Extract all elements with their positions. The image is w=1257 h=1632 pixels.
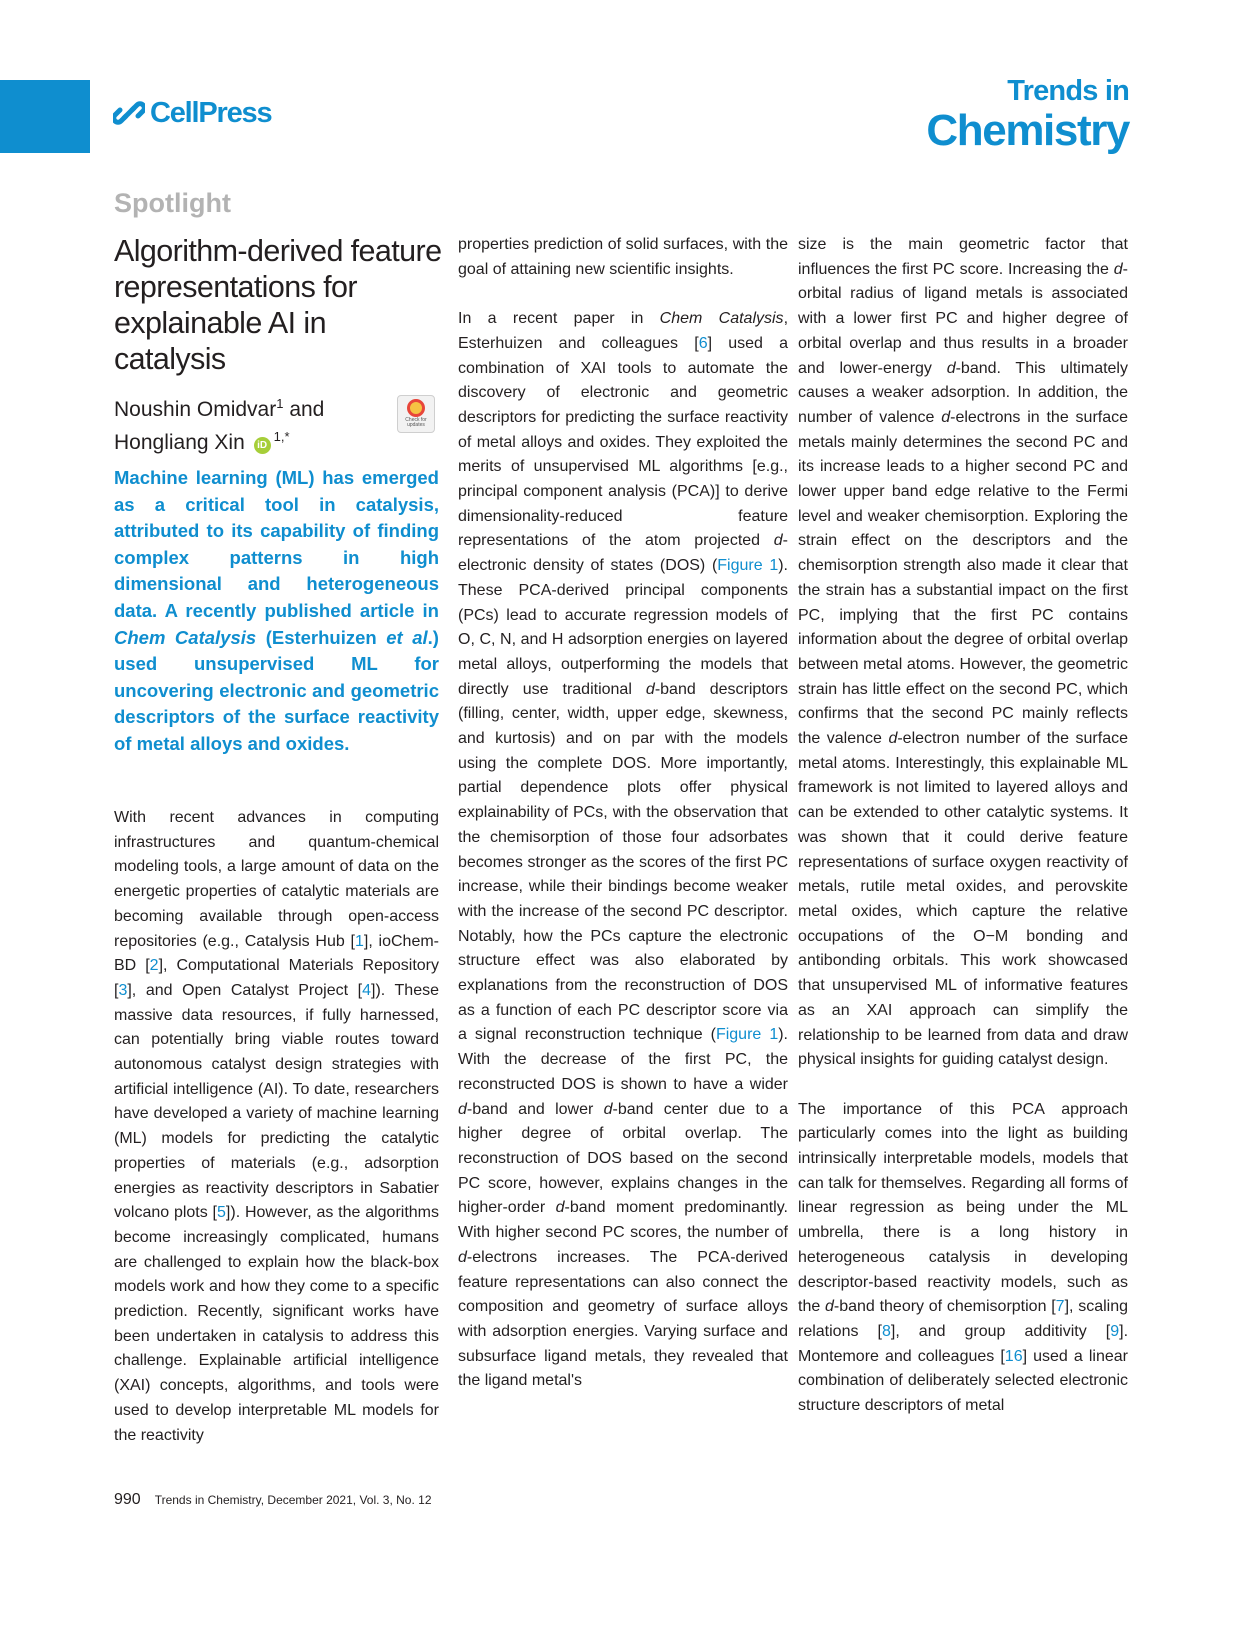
reference-link[interactable]: 4 — [362, 981, 371, 999]
reference-link[interactable]: 3 — [118, 981, 128, 999]
cellpress-logo[interactable] — [113, 95, 271, 131]
body-paragraph: In a recent paper in Chem Catalysis, Esterhuizen and colleagues [6] used a combination of XAI tools to automate the discovery of electronic and geometric descriptors for predicting the surface reactivity of metal alloys and oxides. They exploited the merits of unsupervised ML algorithms [e.g., principal component analysis (PCA)] to derive dimensionality-reduced feature representations of the atom projected d-electronic density of states (DOS) (Figure 1). These PCA-derived principal components (PCs) lead to accurate regression models of O, C, N, and H adsorption energies on layered metal alloys, outperforming the models that directly use traditional d-band descriptors (filling, center, width, upper edge, skewness, and kurtosis) and on par with the models using the complete DOS. More importantly, partial dependence plots offer physical explainability of PCs, with the observation that the chemisorption of those four adsorbates becomes stronger as the scores of the first PC increase, while their bindings become weaker with the increase of the second PC descriptor. Notably, how the PCs capture the electronic structure effect was also elaborated by explanations from the reconstruction of DOS as a function of each PC descriptor score via a signal reconstruction technique (Figure 1). With the decrease of the first PC, the reconstructed DOS is shown to have a wider d-band and lower d-band center due to a higher degree of orbital overlap. The reconstruction of DOS based on the second PC score, however, explains changes in the higher-order d-band moment predominantly. With higher second PC scores, the number of d-electrons increases. The PCA-derived feature representations can also connect the composition and geometry of surface alloys with adsorption energies. Varying surface and subsurface ligand metals, they revealed that the ligand metal's — [458, 310, 789, 1390]
author-name: Hongliang Xin — [114, 431, 245, 454]
check-updates-label: Check for updates — [405, 417, 427, 428]
page-number: 990 — [114, 1491, 141, 1508]
journal-name: Chem Catalysis — [114, 626, 257, 648]
journal-title — [926, 74, 1129, 154]
bookmark-icon — [407, 399, 425, 417]
body-paragraph: properties prediction of solid surfaces, with the goal of attaining new scientific insights. — [458, 236, 788, 278]
journal-title-line1: Trends in — [1007, 75, 1129, 107]
reference-link[interactable]: 8 — [881, 1322, 891, 1340]
et-al: et al — [386, 626, 428, 648]
reference-link[interactable]: 16 — [1004, 1347, 1023, 1365]
article-title: Algorithm-derived feature representations for explainable AI in catalysis — [114, 234, 442, 376]
section-label: Spotlight — [114, 188, 231, 218]
cellpress-link-icon — [113, 97, 145, 129]
author-name: Noushin Omidvar — [114, 398, 277, 421]
body-column-3 — [798, 233, 1128, 1419]
body-column-2 — [458, 233, 788, 1394]
header-color-tab — [0, 80, 90, 153]
orcid-icon[interactable]: iD — [254, 437, 271, 454]
author-list — [114, 390, 444, 456]
reference-link[interactable]: 5 — [217, 1204, 226, 1222]
affiliation-mark: 1,* — [273, 429, 290, 444]
journal-title-line2: Chemistry — [926, 106, 1129, 155]
figure-link[interactable]: Figure 1 — [715, 1026, 779, 1044]
body-paragraph: size is the main geometric factor that influences the first PC score. Increasing the d-orbital radius of ligand metals is associated with a lower first PC and higher degree of orbital overlap and thus results in a broader and lower-energy d-band. This ultimately causes a weaker adsorption. In addition, the number of valence d-electrons in the surface metals mainly determines the second PC and its increase leads to a higher second PC and lower upper band edge relative to the Fermi level and weaker chemisorption. Exploring the strain effect on the descriptors and the chemisorption strength also made it clear that the strain has a substantial impact on the first PC, implying that the first PC contains information about the degree of orbital overlap between metal atoms. However, the geometric strain has little effect on the second PC, which confirms that the second PC mainly reflects the valence d-electron number of the surface metal atoms. Interestingly, this explainable ML framework is not limited to layered alloys and can be extended to other catalytic systems. It was shown that it could derive feature representations of surface oxygen reactivity of metals, rutile metal oxides, and perovskite metal oxides, which capture the relative occupations of the O−M bonding and antibonding orbitals. This work showcased that unsupervised ML of informative features as an XAI approach can simplify the relationship to be learned from data and draw physical insights for guiding catalyst design. — [798, 236, 1129, 1069]
publisher-name: CellPress — [150, 96, 272, 129]
affiliation-mark: 1 — [276, 396, 284, 411]
reference-link[interactable]: 1 — [354, 932, 364, 950]
reference-link[interactable]: 7 — [1055, 1298, 1065, 1316]
body-column-1 — [114, 806, 439, 1448]
body-paragraph: With recent advances in computing infrastructures and quantum-chemical modeling tools, a large amount of data on the energetic properties of catalytic materials are becoming available through open-access repositories (e.g., Catalysis Hub [1], ioChem-BD [2], Computational Materials Repository [3], and Open Catalyst Project [4]). These massive data resources, if fully harnessed, can potentially bring viable routes toward autonomous catalyst design strategies with artificial intelligence (AI). To date, researchers have developed a variety of machine learning (ML) models for predicting the catalytic properties of materials (e.g., adsorption energies as reactivity descriptors in Sabatier volcano plots [5]). However, as the algorithms become increasingly complicated, humans are challenged to explain how the black-box models work and how they come to a specific prediction. Recently, significant works have been undertaken in catalysis to address this challenge. Explainable artificial intelligence (XAI) concepts, algorithms, and tools were used to develop interpretable ML models for the reactivity — [114, 809, 440, 1444]
author-conjunction: and — [289, 398, 325, 421]
abstract: Machine learning (ML) has emerged as a critical tool in catalysis, attributed to its capability of finding complex patterns in high dimensional and heterogeneous data. A recently published article in Chem Catalysis (Esterhuizen et al.) used unsupervised ML for uncovering electronic and geometric descriptors of the surface reactivity of metal alloys and oxides. — [114, 467, 439, 754]
footer-citation: Trends in Chemistry, December 2021, Vol. 3, No. 12 — [154, 1493, 432, 1507]
page-footer — [114, 1491, 432, 1509]
reference-link[interactable]: 6 — [698, 334, 708, 352]
figure-link[interactable]: Figure 1 — [717, 557, 779, 575]
reference-link[interactable]: 2 — [149, 957, 159, 975]
reference-link[interactable]: 9 — [1110, 1322, 1120, 1340]
body-paragraph: The importance of this PCA approach particularly comes into the light as building intrinsically interpretable models, models that can talk for themselves. Regarding all forms of linear regression as being under the ML umbrella, there is a long history in heterogeneous catalysis in developing descriptor-based reactivity models, such as the d-band theory of chemisorption [7], scaling relations [8], and group additivity [9]. Montemore and colleagues [16] used a linear combination of deliberately selected electronic structure descriptors of metal — [798, 1100, 1129, 1415]
check-for-updates-badge[interactable] — [397, 395, 435, 433]
